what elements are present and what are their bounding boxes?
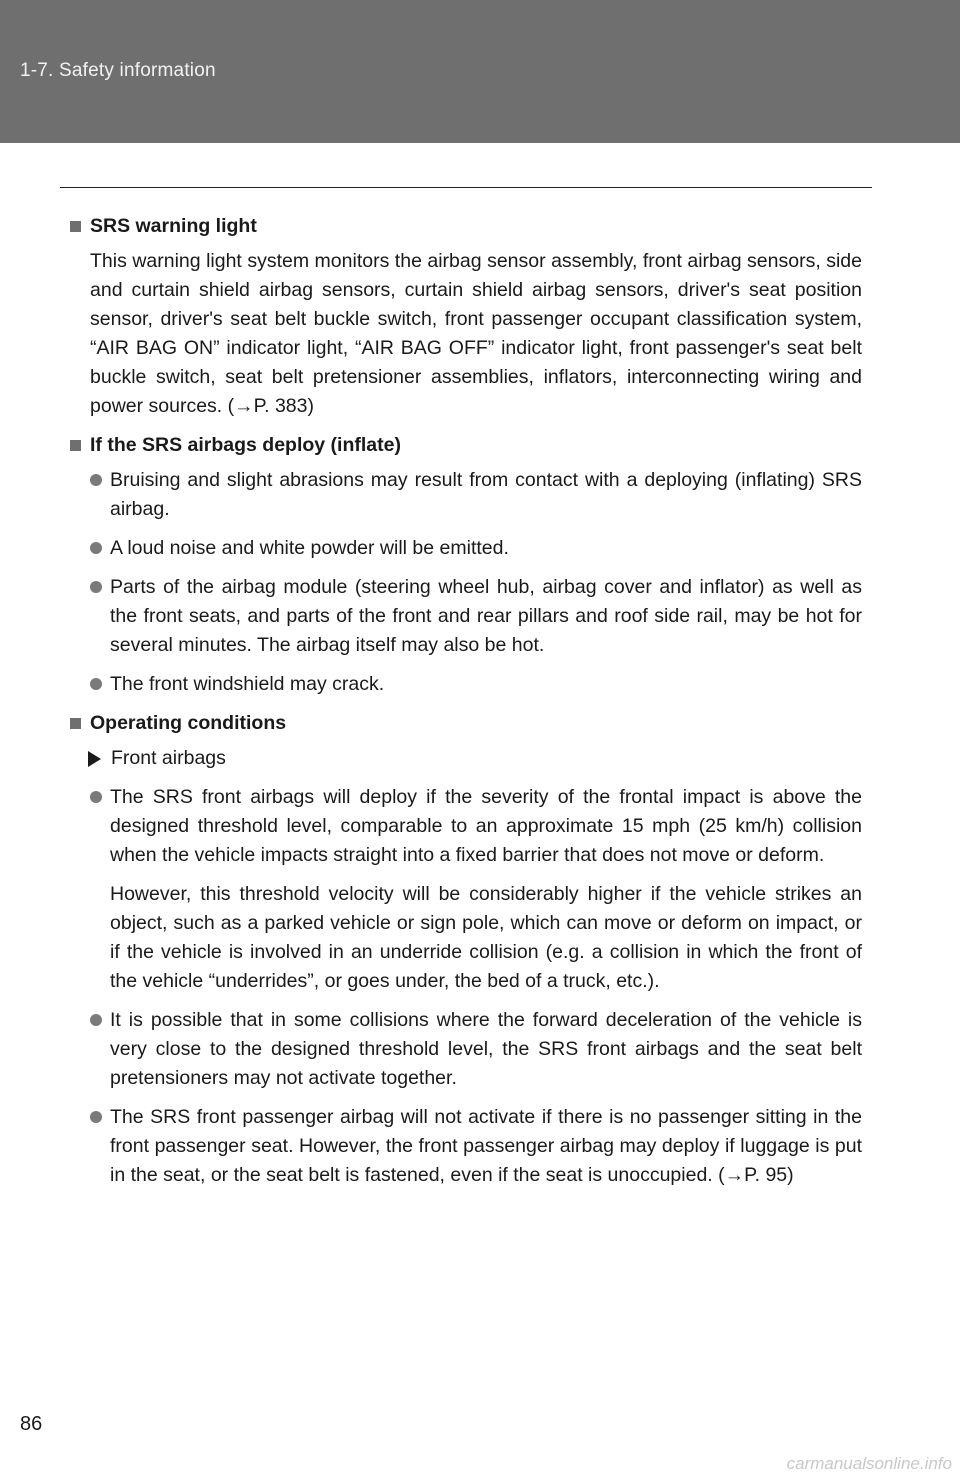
page-number: 86 [20, 1413, 43, 1435]
list-item: The front windshield may crack. [90, 670, 862, 699]
square-bullet-icon [70, 718, 81, 729]
divider [60, 187, 872, 188]
list-item: A loud noise and white powder will be emitted. [90, 534, 862, 563]
circle-bullet-icon [90, 791, 102, 803]
threshold-note: However, this threshold velocity will be considerably higher if the vehicle strikes an object, such as a parked vehicle or sign pole, which can move or deform on impact, or if the vehicle is involved in an underride collision (e.g. a collision in which the front of the vehicle “underrides”, or goes under, the bed of a truck, etc.). [110, 883, 862, 992]
list-item: Parts of the airbag module (steering wheel hub, airbag cover and inflator) as well as the front seats, and parts of the front and rear pillars and roof side rail, may be hot for several minutes. The airbag itself may also be hot. [90, 573, 862, 660]
content [70, 212, 862, 1200]
circle-bullet-icon [90, 678, 102, 690]
square-bullet-icon [70, 221, 81, 232]
list-item: The SRS front airbags will deploy if the severity of the frontal impact is above the designed threshold level, comparable to an approximate 15 mph (25 km/h) collision when the vehicle impacts straight into a fixed barrier that does not move or deform. [90, 783, 862, 870]
list-item: It is possible that in some collisions where the forward deceleration of the vehicle is very close to the designed threshold level, the SRS front airbags and the seat belt pretensioners may not activate together. [90, 1006, 862, 1093]
square-bullet-icon [70, 440, 81, 451]
circle-bullet-icon [90, 1111, 102, 1123]
triangle-arrow-icon [88, 751, 101, 767]
heading-srs-warning: SRS warning light [70, 212, 862, 241]
circle-bullet-icon [90, 474, 102, 486]
watermark: carmanualsonline.info [786, 1454, 952, 1473]
srs-body: This warning light system monitors the airbag sensor assembly, front airbag sensors, side and curtain shield airbag sensors, curtain shield airbag sensors, driver's seat position sensor, driver's seat belt buckle switch, front passenger occupant classification system, “AIR BAG ON” indicator light, “AIR BAG OFF” indicator light, front passenger's seat belt buckle switch, seat belt pretensioner assemblies, inflators, interconnecting wiring and power sources. (→P. 383) [90, 250, 862, 417]
circle-bullet-icon [90, 1014, 102, 1026]
section-title: 1-7. Safety information [20, 60, 216, 81]
list-item: Bruising and slight abrasions may result from contact with a deploying (inflating) SRS airbag. [90, 466, 862, 524]
subheading-front-airbags: Front airbags [88, 744, 862, 773]
header-bar [0, 0, 960, 143]
list-item: The SRS front passenger airbag will not activate if there is no passenger sitting in the front passenger seat. However, the front passenger airbag may deploy if luggage is put in the seat, or the seat belt is fastened, even if the seat is unoccupied. (→P. 95) [90, 1103, 862, 1190]
heading-operating: Operating conditions [70, 709, 862, 738]
heading-deploy: If the SRS airbags deploy (inflate) [70, 431, 862, 460]
circle-bullet-icon [90, 542, 102, 554]
circle-bullet-icon [90, 581, 102, 593]
